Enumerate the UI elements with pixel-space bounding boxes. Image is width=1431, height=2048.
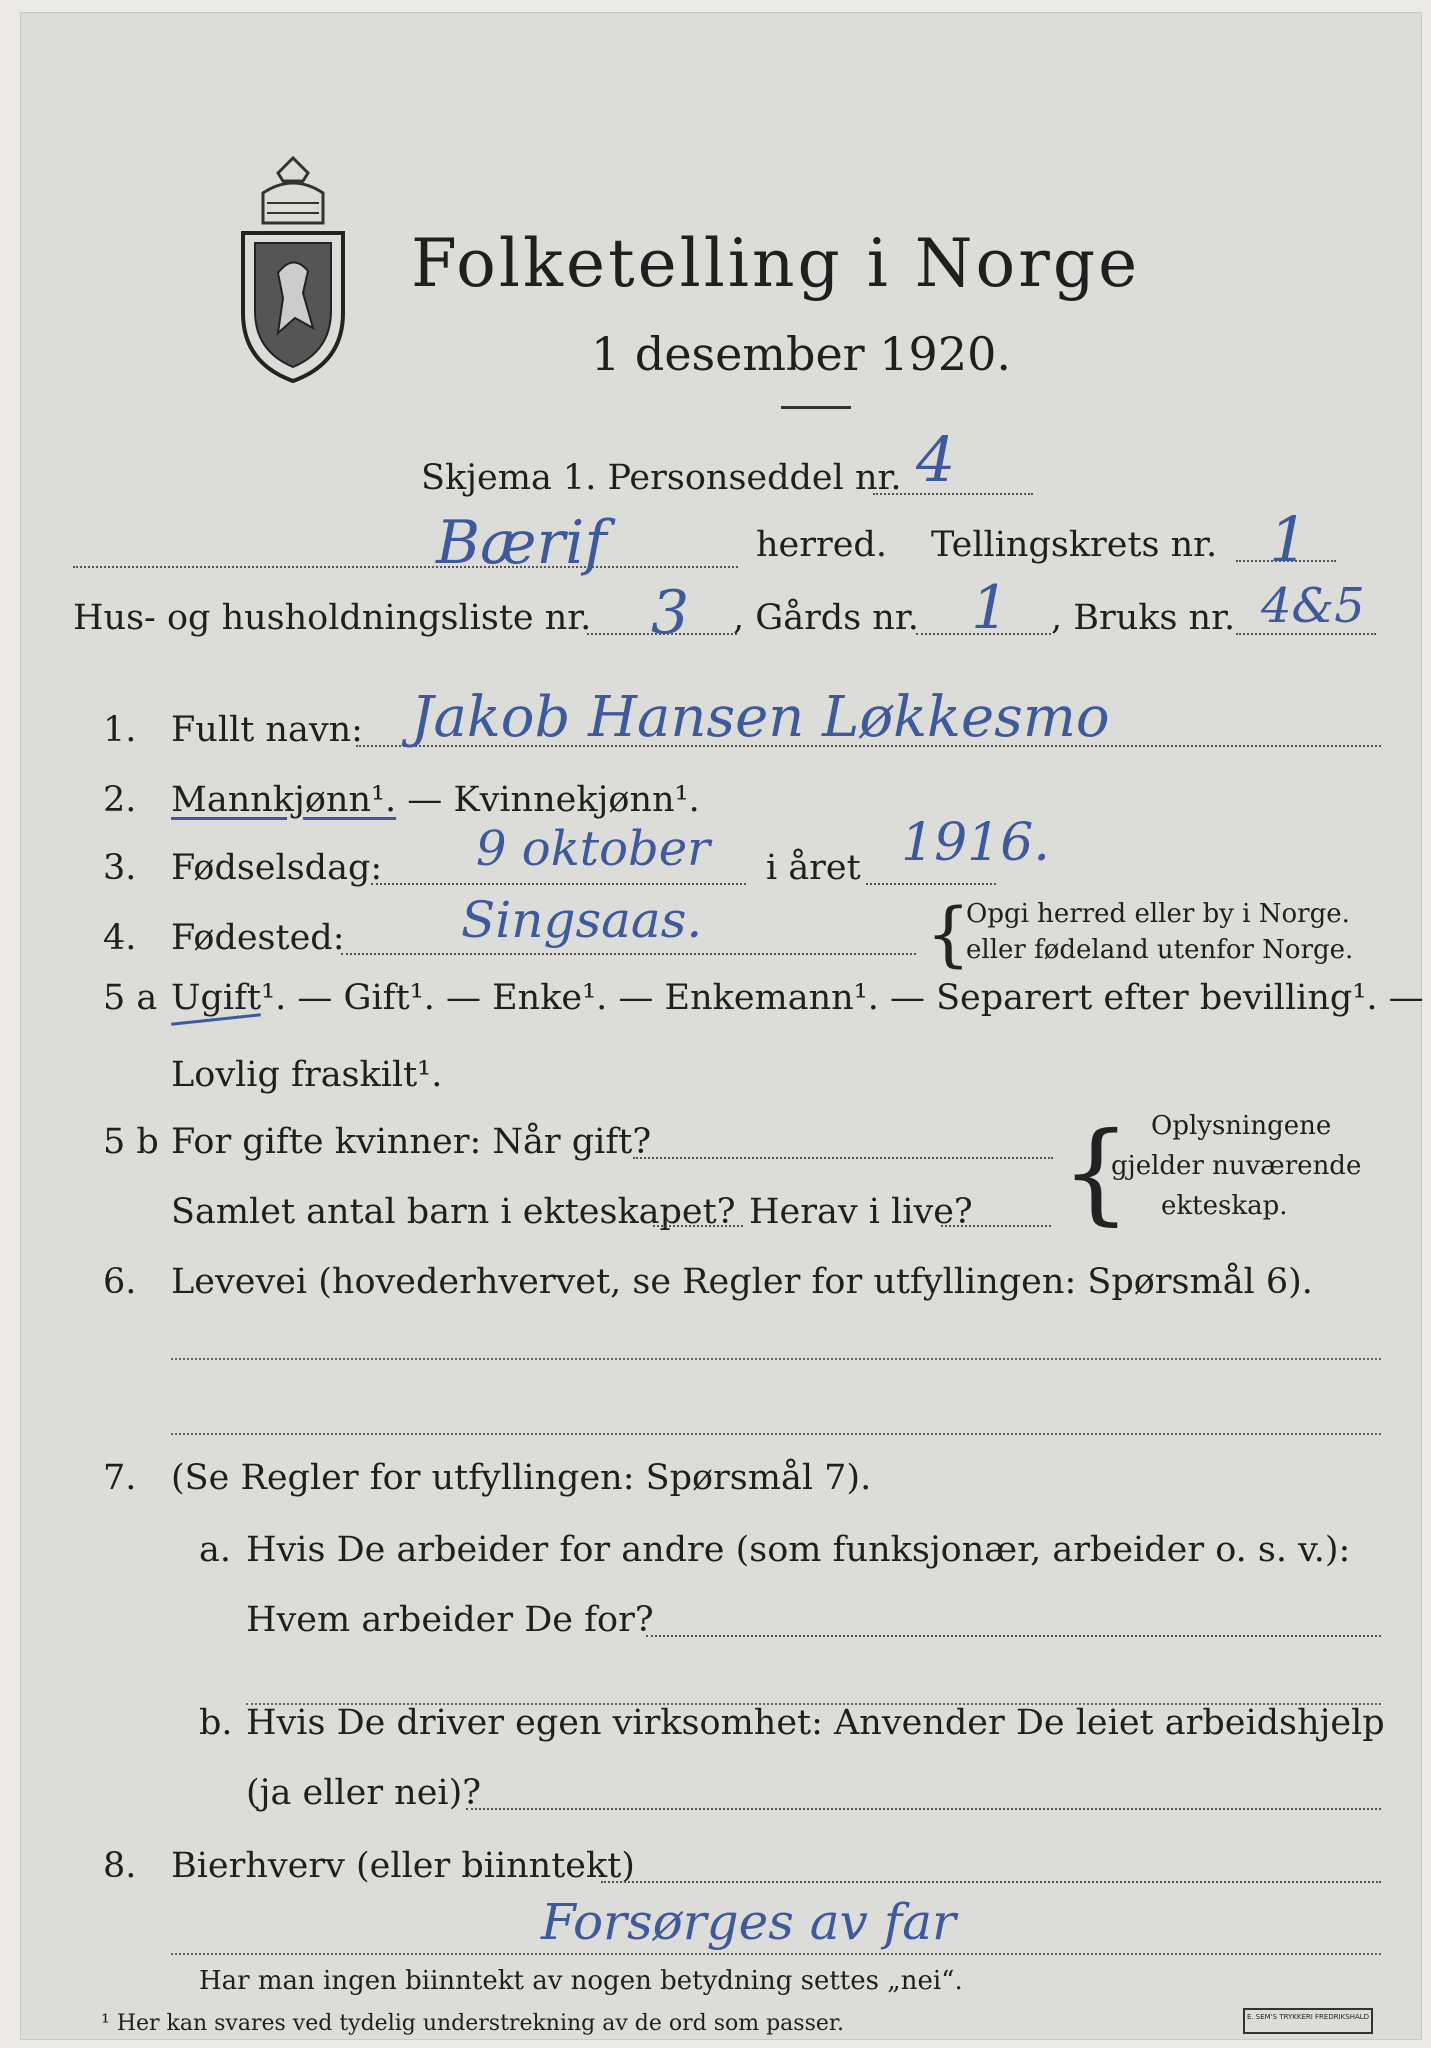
footer-note: Har man ingen biinntekt av nogen betydning settes „nei“.: [199, 1966, 963, 1996]
marital-status-options[interactable]: Ugift¹. — Gift¹. — Enke¹. — Enkemann¹. — Separert efter bevilling¹. —: [171, 978, 1424, 1018]
q7-label: (Se Regler for utfyllingen: Spørsmål 7).: [171, 1458, 872, 1498]
q3-label: Fødselsdag:: [171, 848, 383, 888]
q6-label: Levevei (hovederhvervet, se Regler for utfyllingen: Spørsmål 6).: [171, 1262, 1313, 1302]
q7a-line-2: Hvem arbeider De for?: [246, 1600, 654, 1640]
q5a-number: 5 a: [103, 978, 158, 1018]
q1-label: Fullt navn:: [171, 710, 363, 750]
skjema-label: Skjema 1. Personseddel nr.: [421, 458, 902, 498]
q5b-note-1: Oplysningene: [1151, 1111, 1332, 1141]
q7a-number: a.: [199, 1530, 231, 1570]
hus-label: Hus- og husholdningsliste nr.: [73, 598, 592, 638]
footnote: ¹ Her kan svares ved tydelig understrekning av de ord som passer.: [101, 2011, 844, 2036]
q3-number: 3.: [103, 848, 137, 888]
coat-of-arms-icon: [233, 153, 353, 383]
q6-line-2[interactable]: [171, 1433, 1381, 1435]
birth-year-value[interactable]: 1916.: [901, 813, 1050, 873]
form-date: 1 desember 1920.: [591, 327, 1011, 381]
title-divider: [781, 406, 851, 409]
bruks-value[interactable]: 4&5: [1261, 578, 1365, 634]
birthday-value[interactable]: 9 oktober: [476, 821, 711, 877]
marital-status-line-2: Lovlig fraskilt¹.: [171, 1055, 443, 1095]
q8-number: 8.: [103, 1846, 137, 1886]
hus-value[interactable]: 3: [651, 578, 690, 648]
full-name-value[interactable]: Jakob Hansen Løkkesmo: [411, 685, 1110, 750]
aaret-label: i året: [766, 848, 861, 888]
gards-label: , Gårds nr.: [733, 598, 919, 638]
q6-line-1[interactable]: [171, 1358, 1381, 1360]
mannkjonn-option[interactable]: Mannkjønn¹.: [171, 780, 397, 820]
q5b-note-2: gjelder nuværende: [1111, 1151, 1362, 1181]
q5b-children-label: Samlet antal barn i ekteskapet?: [171, 1192, 736, 1232]
q4-note-1: Opgi herred eller by i Norge.: [966, 899, 1350, 929]
q6-number: 6.: [103, 1262, 137, 1302]
bierhverv-value[interactable]: Forsørges av far: [541, 1893, 956, 1951]
q8-label: Bierhverv (eller biinntekt): [171, 1846, 635, 1886]
herred-label: herred.: [756, 525, 887, 565]
q4-number: 4.: [103, 918, 137, 958]
personseddel-number[interactable]: 4: [916, 423, 956, 496]
q1-number: 1.: [103, 710, 137, 750]
census-form: Folketelling i Norge 1 desember 1920. Skjema 1. Personseddel nr. 4 Bærif herred. Tellingskrets nr. 1 Hus- og husholdningsliste nr. 3 , Gårds nr. 1 , Bruks nr. 4&5 1. Fullt navn: Jakob Hansen Løkkesmo 2. Mannkjønn¹. — Kvinnekjønn¹. 3. Fødselsdag: 9 oktober i året 1916. 4. Fødested: Singsaas. { Opgi herred eller by i Norge. eller fødeland utenfor Norge. 5 a Ugift¹. — Gift¹. — Enke¹. — Enkemann¹. — Separert efter bevilling¹. — Lovlig fraskilt¹. 5 b For gifte kvinner: Når gift? Samlet antal barn i ekteskapet? Herav i live? { Oplysningene gjelder nuværende ekteskap. 6. Levevei (hovederhvervet, se Regler for utfyllingen: Spørsmål 6). 7. (Se Regler for utfyllingen: Spørsmål 7). a. Hvis De arbeider for andre (som funksjonær, arbeider o. s. v.): Hvem arbeider De for? b. Hvis De driver egen virksomhet: Anvender De leiet arbeidshjelp (ja eller nei)? 8. Bierhverv (eller biinntekt) Forsørges av far Har man ingen biinntekt av nogen betydning settes „nei“. ¹ Her kan svares ved tydelig understrekning av de ord som passer. E. SEM'S TRYKKERI FREDRIKSHALD: [20, 12, 1422, 2040]
q7a-answer-line[interactable]: [646, 1635, 1381, 1637]
q2-options: Mannkjønn¹. — Kvinnekjønn¹.: [171, 780, 700, 820]
q4-note-2: eller fødeland utenfor Norge.: [966, 935, 1354, 965]
form-title: Folketelling i Norge: [411, 225, 1141, 302]
q7b-line-1: Hvis De driver egen virksomhet: Anvender De leiet arbeidshjelp: [246, 1703, 1385, 1743]
tellingskrets-label: Tellingskrets nr.: [931, 525, 1218, 565]
q7-number: 7.: [103, 1458, 137, 1498]
printer-stamp: E. SEM'S TRYKKERI FREDRIKSHALD: [1243, 2008, 1373, 2034]
q7b-number: b.: [199, 1703, 233, 1743]
q7b-answer-line[interactable]: [466, 1808, 1381, 1810]
q5b-line-1: For gifte kvinner: Når gift?: [171, 1122, 652, 1162]
q5b-note-3: ekteskap.: [1161, 1191, 1288, 1221]
q5b-alive-label: Herav i live?: [749, 1192, 973, 1232]
q2-number: 2.: [103, 780, 137, 820]
q7a-line-1: Hvis De arbeider for andre (som funksjonær, arbeider o. s. v.):: [246, 1530, 1351, 1570]
q4-label: Fødested:: [171, 918, 345, 958]
kvinnekjonn-option[interactable]: Kvinnekjønn¹.: [453, 780, 700, 820]
gards-value[interactable]: 1: [971, 573, 1010, 643]
herred-value[interactable]: Bærif: [436, 508, 607, 578]
q7b-line-2: (ja eller nei)?: [246, 1773, 482, 1813]
bruks-label: , Bruks nr.: [1051, 598, 1236, 638]
tellingskrets-value[interactable]: 1: [1269, 503, 1309, 576]
q5b-number: 5 b: [103, 1122, 159, 1162]
birthplace-value[interactable]: Singsaas.: [461, 891, 703, 949]
